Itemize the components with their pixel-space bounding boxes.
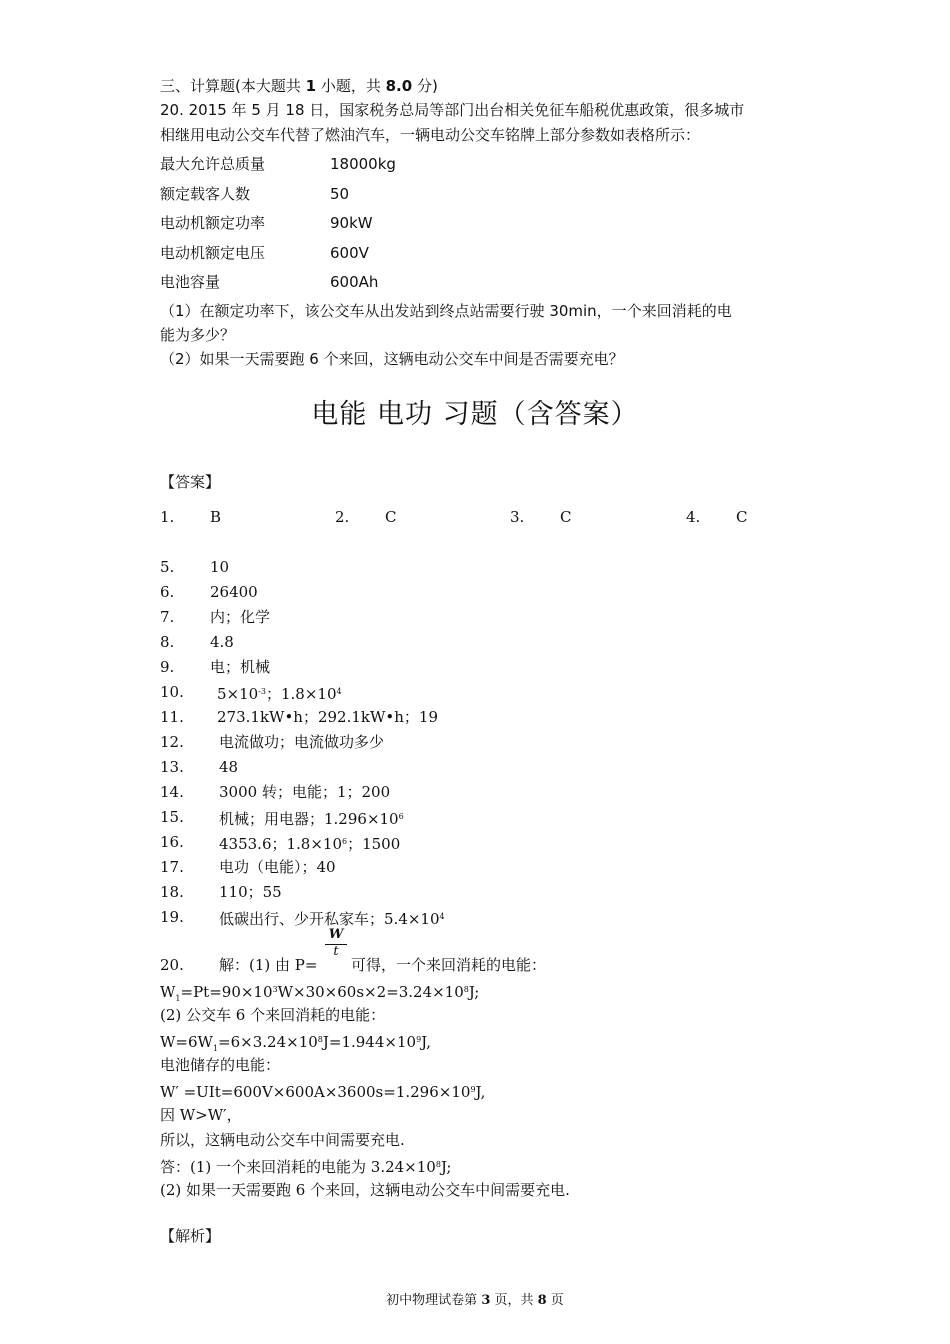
solution-battery: 电池储存的电能： (160, 1056, 281, 1074)
question-20-part1-line2: 能为多少？ (160, 326, 236, 344)
solution-part2: (2) 公交车 6 个来回消耗的电能： (160, 1006, 386, 1024)
answer-number: 1. (160, 508, 175, 526)
answer-value: 10 (210, 558, 230, 576)
answer-number: 9. (160, 658, 175, 676)
solution-intro-pre: 解：(1) 由 P= (219, 956, 318, 974)
table-value: 18000kg (330, 155, 396, 173)
question-20-part2: （2）如果一天需要跑 6 个来回，这辆电动公交车中间是否需要充电？ (160, 350, 624, 368)
answer-number: 19. (160, 908, 184, 926)
answer-number: 17. (160, 858, 184, 876)
answer-number: 5. (160, 558, 175, 576)
answer-value: 110；55 (219, 883, 282, 901)
page-footer: 初中物理试卷第 3 页，共 8 页 (386, 1293, 564, 1308)
solution-answer-1: 答：(1) 一个来回消耗的电能为 $3.24\times 10^8J$; (160, 1158, 452, 1176)
solution-because: 因 W>W′， (160, 1106, 242, 1124)
solution-w-prime: $W' =UIt=600V\times 600A\times 3600s=1.296\times 10^9J$, (160, 1083, 486, 1101)
answer-number: 6. (160, 583, 175, 601)
answer-value: 3000 转；电能；1；200 (219, 783, 391, 801)
document-title: 电能 电功 习题（含答案） (311, 399, 639, 430)
answer-value: 电流做功；电流做功多少 (219, 733, 385, 751)
answer-number: 15. (160, 808, 184, 826)
answer-value: 4.8 (210, 633, 234, 651)
solution-therefore: 所以，这辆电动公交车中间需要充电. (160, 1131, 405, 1149)
answer-number: 10. (160, 683, 184, 701)
fraction-w-over-t: $\frac{W}{t}$ (325, 927, 347, 959)
answer-number: 14. (160, 783, 184, 801)
table-value: 600V (330, 244, 369, 262)
answer-number: 18. (160, 883, 184, 901)
answer-value: 内；化学 (210, 608, 271, 626)
table-value: 50 (330, 185, 350, 203)
answer-value: B (210, 508, 222, 526)
solution-answer-2: (2) 如果一天需要跑 6 个来回，这辆电动公交车中间需要充电. (160, 1181, 570, 1199)
answer-value: 电；机械 (210, 658, 271, 676)
analysis-heading: 【解析】 (160, 1227, 221, 1245)
answer-number: 16. (160, 833, 184, 851)
question-20-line2: 相继用电动公交车代替了燃油汽车，一辆电动公交车铭牌上部分参数如表格所示： (160, 126, 701, 144)
answer-value: 48 (219, 758, 239, 776)
answer-number: 2. (335, 508, 350, 526)
question-20-line1: 20. 2015 年 5 月 18 日，国家税务总局等部门出台相关免征车船税优惠政策，很多城市 (160, 101, 745, 119)
answer-number: 12. (160, 733, 184, 751)
table-label: 额定载客人数 (160, 185, 251, 203)
answer-value: 273.1kW•h；292.1kW•h；19 (217, 708, 439, 726)
table-label: 电动机额定电压 (160, 244, 266, 262)
answer-value: C (385, 508, 397, 526)
table-label: 电池容量 (160, 273, 221, 291)
section-heading: 三、计算题(本大题共 1 小题，共 8.0 分) (160, 77, 438, 95)
answer-value: $5\times 10^{-3}$；$1.8\times 10^4$ (217, 685, 342, 703)
answer-number: 20. (160, 956, 184, 974)
answer-value: 4353.6；$1.8\times 10^6$；1500 (219, 835, 401, 853)
answer-number: 8. (160, 633, 175, 651)
answer-number: 11. (160, 708, 184, 726)
table-value: 600Ah (330, 273, 379, 291)
table-value: 90kW (330, 214, 373, 232)
question-20-part1-line1: （1）在额定功率下，该公交车从出发站到终点站需要行驶 30min，一个来回消耗的电 (160, 302, 732, 320)
answer-value: C (560, 508, 572, 526)
answer-value: 低碳出行、少开私家车；$5.4\times 10^4$ (219, 910, 445, 928)
table-label: 电动机额定功率 (160, 214, 266, 232)
answer-value: 26400 (210, 583, 258, 601)
solution-intro-post: 可得，一个来回消耗的电能： (351, 956, 547, 974)
answer-value: C (736, 508, 748, 526)
answer-number: 4. (686, 508, 701, 526)
solution-w: $W=6W_1=6\times 3.24\times 10^8J=1.944\times 10^9J$, (160, 1033, 432, 1053)
solution-w1: $W_1=Pt=90\times 10^3W\times 30\times 60s\times 2=3.24\times 10^8J$; (160, 983, 480, 1003)
answer-value: 机械；用电器；$1.296\times 10^6$ (219, 810, 404, 828)
answer-number: 7. (160, 608, 175, 626)
table-label: 最大允许总质量 (160, 155, 266, 173)
answer-number: 13. (160, 758, 184, 776)
answer-value: 电功（电能）；40 (219, 858, 336, 876)
answer-number: 3. (510, 508, 525, 526)
answer-heading: 【答案】 (160, 473, 221, 491)
